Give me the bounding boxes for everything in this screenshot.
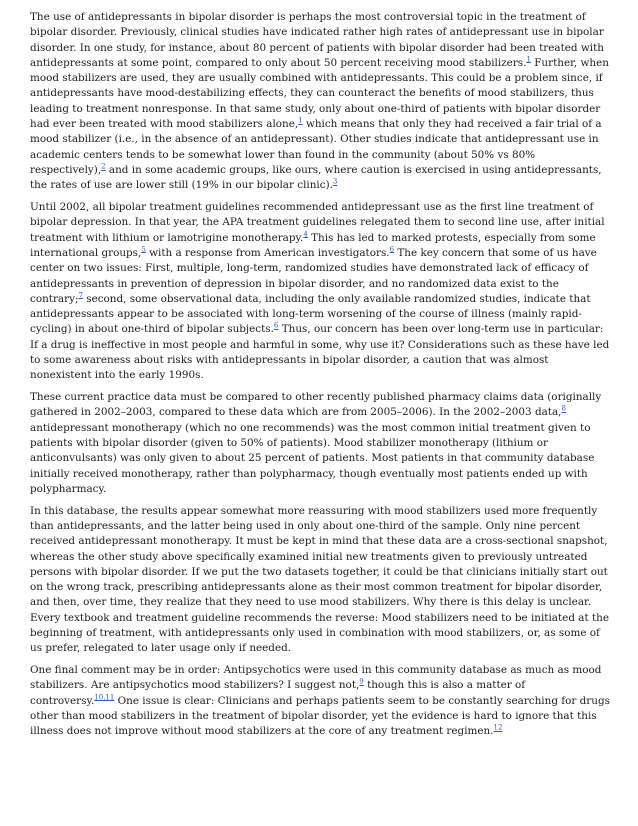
paragraph-text: One final comment may be in order: Antipsychotics were used in this community database as much as mood stabilizers. Are antipsychotics mood stabilizers? I suggest not,	[30, 664, 602, 692]
paragraph-text: This has led to marked protests, especially from some international groups,	[30, 231, 596, 259]
citation-link[interactable]: 9	[359, 678, 364, 686]
citation-link[interactable]: 3	[332, 177, 338, 186]
paragraph-text: Further, when mood stabilizers are used, they are usually combined with antidepressants. This could be a problem since, if antidepressants have mood-destabilizing effects, they can counteract the benefits of mood stabilizers, thus leading to treatment nonresponse. In that same study, only about one-third of patients with bipolar disorder had ever been treated with mood stabilizers alone,	[30, 56, 609, 131]
paragraph-text: The key concern that some of us have center on two issues: First, multiple, long-term, randomized studies have demonstrated lack of efficacy of antidepressants in prevention of depression in bipolar disorder, and no randomized data exist to the contrary;	[30, 246, 597, 305]
paragraph	[30, 10, 610, 194]
citation-link[interactable]: 6	[389, 245, 395, 254]
citation-link[interactable]: 2	[101, 162, 106, 171]
citation-link[interactable]: 8	[561, 404, 566, 413]
paragraph	[30, 663, 610, 739]
paragraph	[30, 504, 610, 657]
paragraph-text: Thus, our concern has been over long-term use in particular: If a drug is ineffective in most people and harmful in some, why use it? Considerations such as these have led to some awareness about risks with antidepressants in bipolar disorder, a caution that was almost nonexistent into the early 1990s.	[30, 323, 610, 382]
citation-link[interactable]: 12	[493, 723, 503, 732]
paragraph-text: though this is also a matter of controversy.	[30, 679, 526, 707]
paragraph-text: One issue is clear: Clinicians and perhaps patients seem to be constantly searching for drugs other than mood stabilizers in the treatment of bipolar disorder, yet the evidence is hard to ignore that this illness does not improve without mood stabilizers at the core of any treatment regimen.	[30, 694, 610, 738]
paragraph	[30, 200, 610, 384]
paragraph-text: antidepressant monotherapy (which no one recommends) was the most common initial treatment given to patients with bipolar disorder (given to 50% of patients). Mood stabilizer monotherapy (lithium or anticonvulsants) was only given to about 25 percent of patients. Most patients in that community database initially received monotherapy, rather than polypharmacy, though eventually most patients ended up with polypharmacy.	[30, 421, 595, 495]
paragraph-text: which means that only they had received a fair trial of a mood stabilizer (i.e., in the absence of an antidepressant). Other studies indicate that antidepressant use in academic centers tends to be somewhat lower than found in the community (about 50% vs 80% respectively),	[30, 118, 602, 176]
paragraph-text: The use of antidepressants in bipolar disorder is perhaps the most controversial topic in the treatment of bipolar disorder. Previously, clinical studies have indicated rather high rates of antidepressant use in bipolar disorder. In one study, for instance, about 80 percent of patients with bipolar disorder had been treated with antidepressants at some point, compared to only about 50 percent receiving mood stabilizers.	[30, 11, 604, 69]
citation-link[interactable]: 4	[303, 230, 308, 239]
citation-link[interactable]: 6	[273, 321, 279, 330]
citation-link[interactable]: 7	[78, 291, 83, 300]
citation-link[interactable]: 1	[526, 55, 531, 64]
citation-link[interactable]: 1	[298, 116, 303, 125]
paragraph-text: These current practice data must be compared to other recently published pharmacy claims data (originally gathered in 2002–2003, compared to these data which are from 2005–2006). In the 2002–2003 data,	[30, 391, 602, 419]
paragraph-text: Until 2002, all bipolar treatment guidelines recommended antidepressant use as the first line treatment of bipolar depression. In that year, the APA treatment guidelines relegated them to second line use, after initial treatment with lithium or lamotrigine monotherapy.	[30, 201, 605, 244]
paragraph-text: and in some academic groups, like ours, where caution is exercised in using antidepressants, the rates of use are lower still (19% in our bipolar clinic).	[30, 163, 602, 192]
paragraph-text: with a response from American investigators.	[145, 246, 390, 259]
paragraph-text: In this database, the results appear somewhat more reassuring with mood stabilizers used more frequently than antidepressants, and the latter being used in only about one-third of the sample. Only nine percent received antidepressant monotherapy. It must be kept in mind that these data are a cross-sectional snapshot, whereas the other study above specifically examined initial new treatments given to previously untreated persons with bipolar disorder. If we put the two datasets together, it could be that clinicians initially start out on the wrong track, prescribing antidepressants alone as their most common treatment for bipolar disorder, and then, over time, they realize that they need to use mood stabilizers. Why there is this delay is unclear. Every textbook and treatment guideline recommends the reverse: Mood stabilizers need to be initiated at the beginning of treatment, with antidepressants only used in combination with mood stabilizers, or, as some of us prefer, relegated to later usage only if needed.	[30, 504, 609, 655]
citation-link[interactable]: 10,11	[94, 693, 115, 702]
paragraph	[30, 390, 610, 497]
article-body	[30, 10, 610, 746]
citation-link[interactable]: 5	[141, 245, 146, 254]
paragraph-text: second, some observational data, including the only available randomized studies, indicate that antidepressants appear to be associated with long-term worsening of the course of illness (mainly rapid-cycling) in about one-third of bipolar subjects.	[30, 292, 591, 336]
